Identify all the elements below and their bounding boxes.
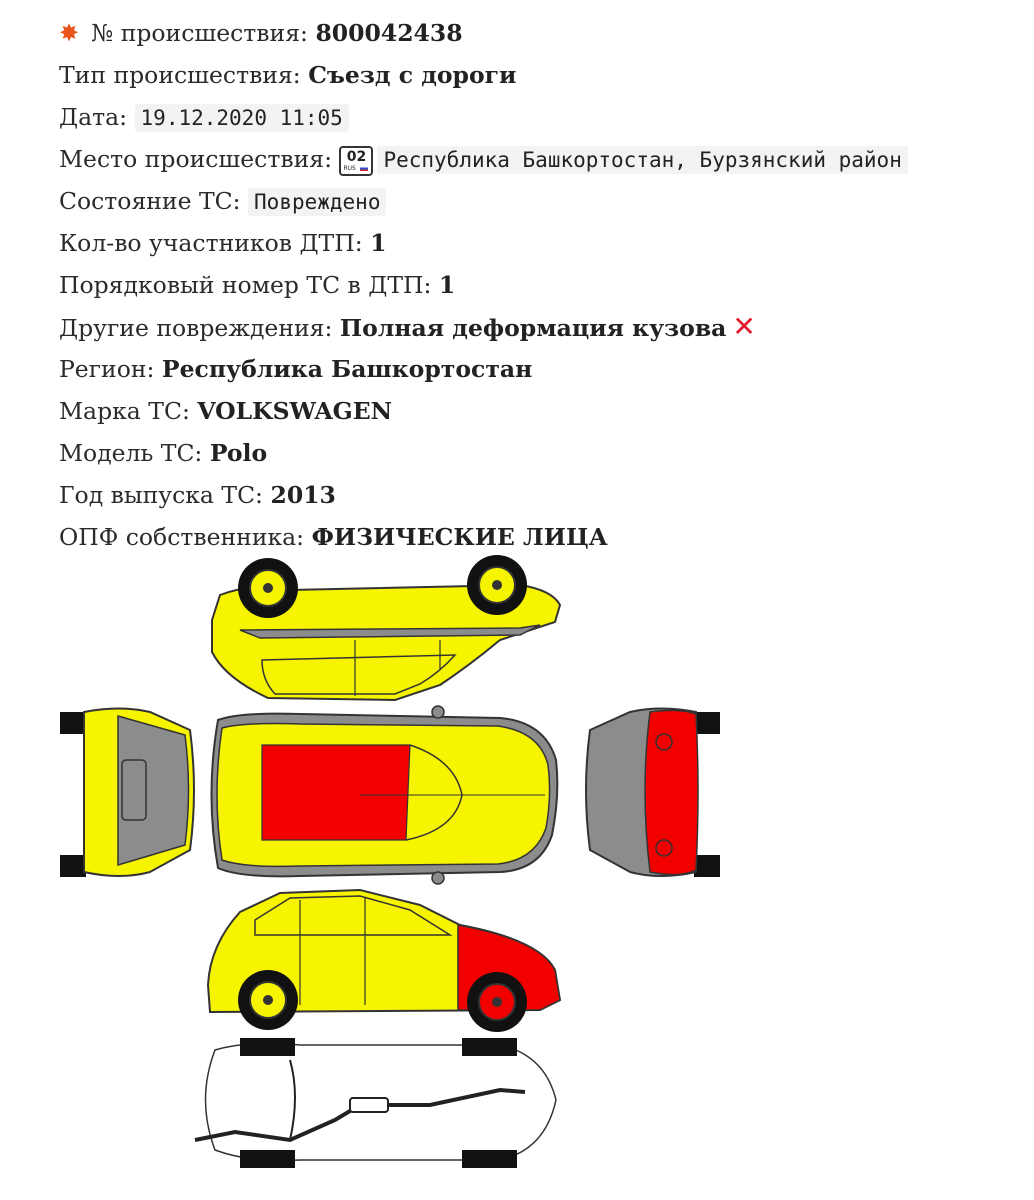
year-label: Год выпуска ТС: (59, 481, 263, 509)
incident-number-value: 800042438 (315, 19, 463, 47)
year-value: 2013 (270, 481, 336, 509)
model-label: Модель ТС: (59, 439, 203, 467)
underbody-tire-rear-top (240, 1038, 295, 1056)
vehicle-state-row (59, 180, 1019, 222)
rear-left-top-tire (60, 712, 86, 734)
top-right-mirror (432, 872, 444, 884)
region-value: Республика Башкортостан (161, 355, 533, 383)
top-roof-damaged (262, 745, 410, 840)
incident-type-row (59, 54, 1019, 96)
incident-number-label: № происшествия: (91, 19, 308, 47)
owner-value: ФИЗИЧЕСКИЕ ЛИЦА (311, 523, 608, 551)
underbody-muffler (350, 1098, 388, 1112)
car-rear-view (60, 709, 194, 878)
model-value: Polo (209, 439, 268, 467)
plate-flag-icon (360, 166, 368, 171)
incident-date-value: 19.12.2020 11:05 (135, 104, 349, 132)
incident-type-value: Съезд с дороги (308, 61, 517, 89)
side-front-wheel (467, 972, 527, 1032)
car-side-inverted (212, 555, 560, 700)
car-underbody-view (195, 1038, 556, 1168)
license-plate-icon (339, 146, 373, 176)
region-label: Регион: (59, 355, 155, 383)
incident-date-label: Дата: (59, 103, 128, 131)
rear-left-bottom-tire (60, 855, 86, 877)
vehicle-state-value: Повреждено (248, 188, 386, 216)
incident-place-row (59, 138, 1019, 180)
front-right-top-tire (694, 712, 720, 734)
region-row (59, 348, 1019, 390)
model-row (59, 432, 1019, 474)
other-damage-row (59, 306, 1019, 348)
plate-region-code: 02 (346, 148, 367, 165)
underbody-tire-front-bottom (462, 1150, 517, 1168)
year-row (59, 474, 1019, 516)
participants-value: 1 (370, 229, 387, 257)
top-left-mirror (432, 706, 444, 718)
incident-number-row (59, 12, 1019, 54)
incident-place-value: Республика Башкортостан, Бурзянский район (377, 146, 907, 174)
brand-row (59, 390, 1019, 432)
participants-label: Кол-во участников ДТП: (59, 229, 363, 257)
cross-mark-icon: ✕ (732, 310, 756, 343)
incident-place-label: Место происшествия: (59, 145, 332, 173)
owner-label: ОПФ собственника: (59, 523, 305, 551)
underbody-tire-front-top (462, 1038, 517, 1056)
other-damage-label: Другие повреждения: (59, 314, 333, 342)
collision-icon: ✸ (59, 19, 80, 47)
car-front-view (586, 709, 720, 878)
underbody-tire-rear-bottom (240, 1150, 295, 1168)
vehicle-order-value: 1 (438, 271, 456, 299)
participants-row (59, 222, 1019, 264)
brand-label: Марка ТС: (59, 397, 190, 425)
car-side-view (208, 890, 560, 1032)
car-top-view (212, 706, 558, 884)
front-right-bottom-tire (694, 855, 720, 877)
inverted-front-wheel (238, 558, 298, 618)
vehicle-damage-scheme (0, 550, 760, 1180)
vehicle-order-row (59, 264, 1019, 306)
side-rear-wheel (238, 970, 298, 1030)
brand-value: VOLKSWAGEN (197, 397, 393, 425)
incident-type-label: Тип происшествия: (59, 61, 301, 89)
inverted-rear-wheel (467, 555, 527, 615)
vehicle-state-label: Состояние ТС: (59, 187, 241, 215)
incident-info (59, 12, 1019, 558)
other-damage-value: Полная деформация кузова (339, 314, 727, 342)
vehicle-order-label: Порядковый номер ТС в ДТП: (59, 271, 432, 299)
rear-glass (118, 716, 189, 865)
incident-date-row (59, 96, 1019, 138)
plate-country: RUS (343, 164, 356, 172)
